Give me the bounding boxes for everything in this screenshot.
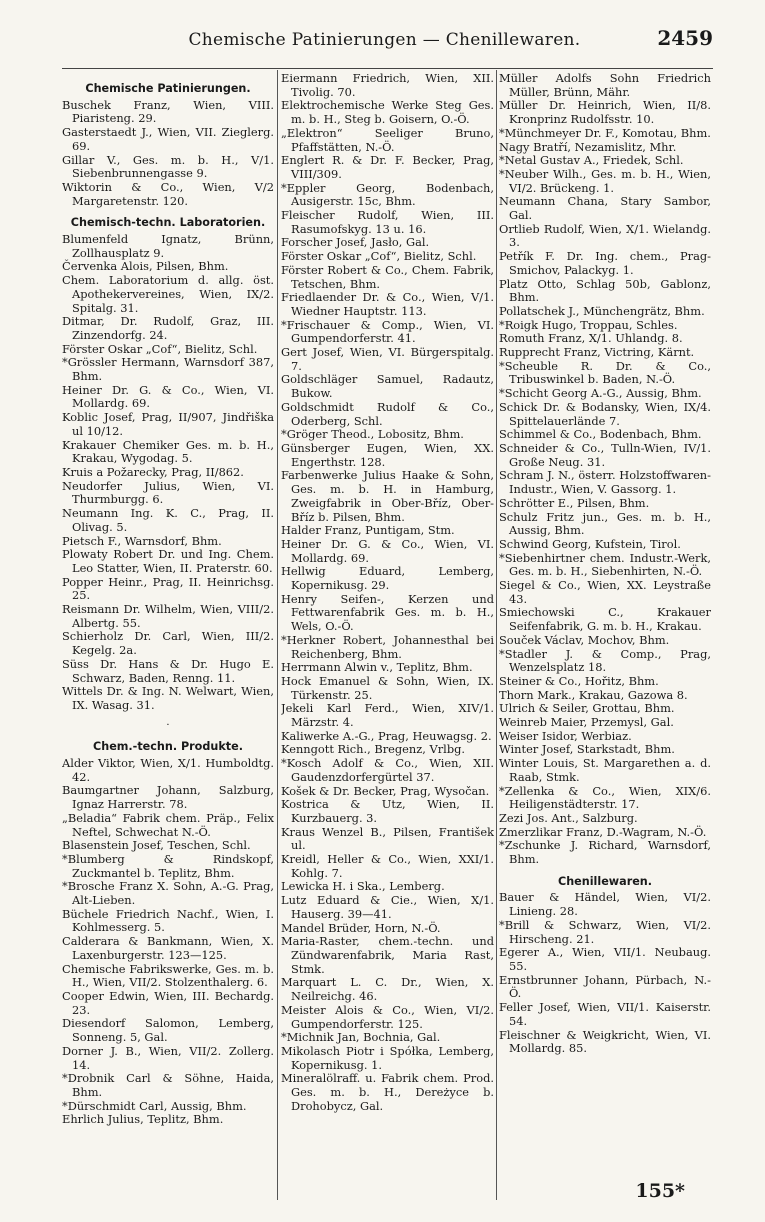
directory-entry: Farbenwerke Julius Haake & Sohn, Ges. m. b. H. in Hamburg, Zweigfabrik in Ober-Bříz, Ober-Bříz b. Pilsen, Bhm. <box>281 468 494 524</box>
directory-entry: Winter Josef, Starkstadt, Bhm. <box>499 742 675 757</box>
directory-entry: Zmerzlikar Franz, D.-Wagram, N.-Ö. <box>499 824 707 839</box>
directory-entry: *Brosche Franz X. Sohn, A.-G. Prag, Alt-Lieben. <box>62 879 274 908</box>
directory-entry: Mineralölraff. u. Fabrik chem. Prod. Ges. m. b. H., Dereżyce b. Drohobycz, Gal. <box>281 1071 494 1113</box>
directory-entry: Rupprecht Franz, Victring, Kärnt. <box>499 345 695 360</box>
directory-entry: Zezi Jos. Ant., Salzburg. <box>499 810 638 825</box>
directory-entry: Kraus Wenzel B., Pilsen, František ul. <box>281 824 494 853</box>
directory-entry: Günsberger Eugen, Wien, XX. Engerthstr. 128. <box>281 440 494 469</box>
directory-entry: *Gröger Theod., Lobositz, Bhm. <box>281 427 464 442</box>
directory-entry: Goldschläger Samuel, Radautz, Bukow. <box>281 372 494 401</box>
directory-entry: „Beladia“ Fabrik chem. Präp., Felix Neftel, Schwechat N.-Ö. <box>62 810 274 839</box>
directory-entry: Siegel & Co., Wien, XX. Leystraße 43. <box>499 578 711 606</box>
directory-entry: Kreidl, Heller & Co., Wien, XXI/1. Kohlg. 7. <box>281 852 494 880</box>
directory-entry: Weinreb Maier, Przemysl, Gal. <box>499 715 674 730</box>
directory-entry: Plowaty Robert Dr. und Ing. Chem. Leo Statter, Wien, II. Praterstr. 60. <box>62 547 274 575</box>
directory-entry: Englert R. & Dr. F. Becker, Prag, VIII/309. <box>281 153 494 181</box>
directory-entry: Schierholz Dr. Carl, Wien, III/2. Kegelg. 2a. <box>62 629 274 658</box>
section-heading: Chemisch-techn. Laboratorien. <box>70 216 266 230</box>
directory-entry: „Elektron“ Seeliger Bruno, Pfaffstätten, N.-Ö. <box>281 125 494 154</box>
directory-entry: Heiner Dr. G. & Co., Wien, VI. Mollardg. 69. <box>62 382 274 411</box>
directory-entry: Ditmar, Dr. Rudolf, Graz, III. Zinzendorfg. 24. <box>62 314 274 342</box>
directory-entry: Mandel Brüder, Horn, N.-Ö. <box>281 920 441 935</box>
directory-entry: Jekeli Karl Ferd., Wien, XIV/1. Märzstr. 4. <box>281 701 494 730</box>
section-heading: Chem.-techn. Produkte. <box>93 740 243 754</box>
page-header <box>56 26 713 56</box>
directory-entry: Ulrich & Seiler, Grottau, Bhm. <box>499 701 675 716</box>
directory-entry: Goldschmidt Rudolf & Co., Oderberg, Schl. <box>281 399 494 428</box>
directory-entry: Neumann Chana, Stary Sambor, Gal. <box>499 194 711 223</box>
directory-entry: Meister Alois & Co., Wien, VI/2. Gumpendorferstr. 125. <box>281 1002 494 1031</box>
directory-entry: Schwind Georg, Kufstein, Tirol. <box>499 536 681 551</box>
directory-entry: Schram J. N., österr. Holzstoffwaren-Industr., Wien, V. Gassorg. 1. <box>499 468 711 497</box>
directory-entry: Blasenstein Josef, Teschen, Schl. <box>62 838 251 853</box>
directory-entry: Nagy Bratří, Nezamislitz, Mhr. <box>499 139 677 154</box>
directory-entry: Friedlaender Dr. & Co., Wien, V/1. Wiedner Hauptstr. 113. <box>281 290 494 318</box>
column-3 <box>499 72 711 1204</box>
directory-entry: Eiermann Friedrich, Wien, XII. Tivolig. 70. <box>281 72 494 99</box>
directory-entry: Calderara & Bankmann, Wien, X. Laxenburgerstr. 123—125. <box>62 934 274 962</box>
running-title: Chemische Patinierungen — Chenillewaren. <box>188 30 581 50</box>
directory-entry: *Brill & Schwarz, Wien, VI/2. Hirscheng. 21. <box>499 917 711 946</box>
directory-entry: *Grössler Hermann, Warnsdorf 387, Bhm. <box>62 355 274 384</box>
directory-entry: Forscher Josef, Jasło, Gal. <box>281 235 430 250</box>
directory-entry: Reismann Dr. Wilhelm, Wien, VIII/2. Albertg. 55. <box>62 602 274 630</box>
directory-entry: Kenngott Rich., Bregenz, Vrlbg. <box>281 742 466 757</box>
directory-entry: *Schicht Georg A.-G., Aussig, Bhm. <box>499 386 702 401</box>
column-2 <box>281 72 494 1204</box>
directory-entry: *Zschunke J. Richard, Warnsdorf, Bhm. <box>499 838 711 867</box>
directory-entry: Ehrlich Julius, Teplitz, Bhm. <box>62 1112 224 1127</box>
directory-entry: Platz Otto, Schlag 50b, Gablonz, Bhm. <box>499 276 711 305</box>
signature-mark: 155* <box>635 1180 685 1202</box>
directory-entry: Henry Seifen-, Kerzen und Fettwarenfabrik Ges. m. b. H., Wels, O.-Ö. <box>281 591 494 634</box>
directory-entry: Košek & Dr. Becker, Prag, Wysočan. <box>281 783 490 798</box>
directory-entry: Schneider & Co., Tulln-Wien, IV/1. Große Neug. 31. <box>499 440 711 469</box>
directory-entry: Bauer & Händel, Wien, VI/2. Linieng. 28. <box>499 890 711 919</box>
directory-entry: Egerer A., Wien, VII/1. Neubaug. 55. <box>499 945 711 973</box>
directory-entry: Mikolasch Piotr i Spółka, Lemberg, Kopernikusg. 1. <box>281 1043 494 1072</box>
directory-entry: Hellwig Eduard, Lemberg, Kopernikusg. 29. <box>281 564 494 593</box>
directory-entry: Förster Oskar „Cof“, Bielitz, Schl. <box>281 249 477 264</box>
directory-entry: *Dürschmidt Carl, Aussig, Bhm. <box>62 1098 247 1113</box>
directory-entry: Schrötter E., Pilsen, Bhm. <box>499 495 650 510</box>
directory-entry: Alder Viktor, Wien, X/1. Humboldtg. 42. <box>62 756 274 784</box>
directory-entry: Schulz Fritz jun., Ges. m. b. H., Aussig, Bhm. <box>499 509 711 538</box>
directory-entry: Herrmann Alwin v., Teplitz, Bhm. <box>281 660 473 675</box>
directory-entry: Weiser Isidor, Werbiaz. <box>499 728 632 743</box>
column-rule <box>277 70 278 1200</box>
column-1 <box>62 72 274 1204</box>
directory-entry: Neumann Ing. K. C., Prag, II. Olivag. 5. <box>62 506 274 534</box>
directory-entry: Hock Emanuel & Sohn, Wien, IX. Türkenstr. 25. <box>281 673 494 702</box>
directory-entry: Souček Václav, Mochov, Bhm. <box>499 632 670 647</box>
directory-entry: Romuth Franz, X/1. Uhlandg. 8. <box>499 331 683 346</box>
directory-entry: Büchele Friedrich Nachf., Wien, I. Kohlmesserg. 5. <box>62 906 274 935</box>
directory-entry: *Neuber Wilh., Ges. m. b. H., Wien, VI/2. Brückeng. 1. <box>499 166 711 195</box>
directory-entry: Pollatschek J., Münchengrätz, Bhm. <box>499 303 705 318</box>
directory-entry: *Drobnik Carl & Söhne, Haida, Bhm. <box>62 1071 274 1099</box>
directory-entry: Förster Robert & Co., Chem. Fabrik, Tetschen, Bhm. <box>281 262 494 291</box>
directory-entry: Diesendorf Salomon, Lemberg, Sonneng. 5, Gal. <box>62 1016 274 1045</box>
directory-entry: *Münchmeyer Dr. F., Komotau, Bhm. <box>499 125 711 140</box>
directory-entry: Popper Heinr., Prag, II. Heinrichsg. 25. <box>62 574 274 603</box>
directory-entry: Halder Franz, Puntigam, Stm. <box>281 523 455 538</box>
directory-entry: Kruis a Požarecky, Prag, II/862. <box>62 464 244 479</box>
directory-entry: Baumgartner Johann, Salzburg, Ignaz Harrerstr. 78. <box>62 783 274 812</box>
directory-entry: Dorner J. B., Wien, VII/2. Zollerg. 14. <box>62 1043 274 1072</box>
directory-entry: Thorn Mark., Krakau, Gazowa 8. <box>499 687 688 702</box>
directory-entry: *Scheuble R. Dr. & Co., Tribuswinkel b. Baden, N.-Ö. <box>499 358 711 387</box>
directory-entry: Smiechowski C., Krakauer Seifenfabrik, G. m. b. H., Krakau. <box>499 605 711 634</box>
directory-entry: *Stadler J. & Comp., Prag, Wenzelsplatz 18. <box>499 646 711 675</box>
directory-entry: Buschek Franz, Wien, VIII. Piaristeng. 29. <box>62 97 274 126</box>
directory-entry: *Frischauer & Comp., Wien, VI. Gumpendorferstr. 41. <box>281 317 494 346</box>
directory-entry: Gert Josef, Wien, VI. Bürgerspitalg. 7. <box>281 345 494 373</box>
directory-entry: *Netal Gustav A., Friedek, Schl. <box>499 153 684 168</box>
directory-entry: Marquart L. C. Dr., Wien, X. Neilreichg. 46. <box>281 975 494 1004</box>
directory-entry: Neudorfer Julius, Wien, VI. Thurmburgg. 6. <box>62 478 274 507</box>
directory-entry: Kostrica & Utz, Wien, II. Kurzbauerg. 3. <box>281 797 494 825</box>
directory-entry: Krakauer Chemiker Ges. m. b. H., Krakau, Wygodag. 5. <box>62 437 274 466</box>
directory-entry: Schick Dr. & Bodansky, Wien, IX/4. Spittelauerlände 7. <box>499 399 711 428</box>
directory-entry: Winter Louis, St. Margarethen a. d. Raab, Stmk. <box>499 756 711 784</box>
directory-entry: Feller Josef, Wien, VII/1. Kaiserstr. 54. <box>499 1000 711 1028</box>
directory-entry: Förster Oskar „Cof“, Bielitz, Schl. <box>62 341 258 356</box>
directory-entry: *Zellenka & Co., Wien, XIX/6. Heiligenstädterstr. 17. <box>499 783 711 812</box>
directory-entry: Petřík F. Dr. Ing. chem., Prag-Smichov, Palackyg. 1. <box>499 249 711 277</box>
directory-entry: Heiner Dr. G. & Co., Wien, VI. Mollardg. 69. <box>281 536 494 565</box>
directory-entry: Gasterstaedt J., Wien, VII. Zieglerg. 69. <box>62 125 274 153</box>
directory-entry: Pietsch F., Warnsdorf, Bhm. <box>62 533 222 548</box>
directory-entry: Ortlieb Rudolf, Wien, X/1. Wielandg. 3. <box>499 221 711 250</box>
directory-entry: Elektrochemische Werke Steg Ges. m. b. H., Steg b. Goisern, O.-Ö. <box>281 98 494 127</box>
section-heading: Chenillewaren. <box>557 874 653 888</box>
directory-entry: Fleischner & Weigkricht, Wien, VI. Mollardg. 85. <box>499 1027 711 1056</box>
directory-entry: Blumenfeld Ignatz, Brünn, Zollhausplatz 9. <box>62 232 274 260</box>
header-rule <box>62 68 713 69</box>
directory-entry: Müller Dr. Heinrich, Wien, II/8. Kronprinz Rudolfsstr. 10. <box>499 98 711 127</box>
directory-entry: Wiktorin & Co., Wien, V/2 Margaretenstr. 120. <box>62 179 274 208</box>
directory-entry: Červenka Alois, Pilsen, Bhm. <box>62 259 229 274</box>
directory-entry: *Kosch Adolf & Co., Wien, XII. Gaudenzdorfergürtel 37. <box>281 756 494 784</box>
directory-entry: *Herkner Robert, Johannesthal bei Reichenberg, Bhm. <box>281 632 494 661</box>
directory-entry: *Blumberg & Rindskopf, Zuckmantel b. Teplitz, Bhm. <box>62 851 274 880</box>
directory-entry: Kaliwerke A.-G., Prag, Heuwagsg. 2. <box>281 728 492 743</box>
directory-entry: Maria-Raster, chem.-techn. und Zündwarenfabrik, Maria Rast, Stmk. <box>281 934 494 976</box>
directory-entry: Müller Adolfs Sohn Friedrich Müller, Brünn, Mähr. <box>499 72 711 99</box>
directory-entry: Schimmel & Co., Bodenbach, Bhm. <box>499 427 702 442</box>
section-divider: · <box>166 719 170 731</box>
directory-entry: Fleischer Rudolf, Wien, III. Rasumofskyg. 13 u. 16. <box>281 208 494 236</box>
directory-entry: Gillar V., Ges. m. b. H., V/1. Siebenbrunnengasse 9. <box>62 152 274 181</box>
directory-entry: *Eppler Georg, Bodenbach, Ausigerstr. 15c, Bhm. <box>281 180 494 209</box>
page-number: 2459 <box>657 26 713 50</box>
directory-entry: Wittels Dr. & Ing. N. Welwart, Wien, IX. Wasag. 31. <box>62 684 274 712</box>
directory-entry: Chem. Laboratorium d. allg. öst. Apothekervereines, Wien, IX/2. Spitalg. 31. <box>62 273 274 315</box>
directory-entry: Chemische Fabrikswerke, Ges. m. b. H., Wien, VII/2. Stolzenthalerg. 6. <box>62 961 274 990</box>
directory-entry: *Roigk Hugo, Troppau, Schles. <box>499 317 678 332</box>
directory-entry: *Michnik Jan, Bochnia, Gal. <box>281 1030 441 1045</box>
directory-entry: Cooper Edwin, Wien, III. Bechardg. 23. <box>62 989 274 1017</box>
column-rule <box>496 70 497 1200</box>
directory-entry: Lewicka H. i Ska., Lemberg. <box>281 879 445 894</box>
directory-entry: Lutz Eduard & Cie., Wien, X/1. Hauserg. 39—41. <box>281 893 494 921</box>
section-heading: Chemische Patinierungen. <box>85 82 251 95</box>
directory-entry: Ernstbrunner Johann, Pürbach, N.-Ö. <box>499 972 711 1001</box>
directory-entry: Koblic Josef, Prag, II/907, Jindřiška ul 10/12. <box>62 410 274 438</box>
directory-entry: Süss Dr. Hans & Dr. Hugo E. Schwarz, Baden, Renng. 11. <box>62 656 274 685</box>
directory-entry: Steiner & Co., Hořitz, Bhm. <box>499 673 659 688</box>
directory-entry: *Siebenhirtner chem. Industr.-Werk, Ges. m. b. H., Siebenhirten, N.-Ö. <box>499 550 711 579</box>
